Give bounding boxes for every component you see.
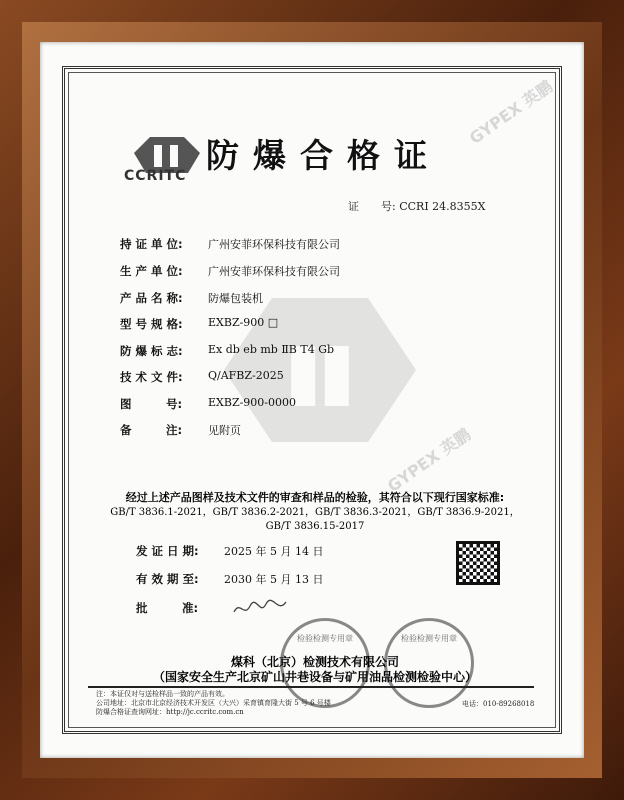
issuing-organization [90, 655, 540, 685]
field-label: 型 号 规 格: [120, 317, 183, 331]
cert-no-value: CCRI 24.8355X [399, 200, 486, 213]
certificate-title: 防爆合格证 [206, 136, 441, 175]
org-subname: （国家安全生产北京矿山井巷设备与矿用油品检测检验中心） [152, 670, 477, 684]
field-row [120, 236, 340, 252]
footer-notes [96, 690, 331, 717]
field-label: 备 注: [120, 423, 183, 437]
field-value: Q/AFBZ-2025 [208, 369, 284, 382]
field-row [120, 316, 278, 332]
field-label: 防 爆 标 志: [120, 344, 183, 358]
note-line: 注：本证仅对与送检样品一致的产品有效。 [96, 690, 229, 698]
field-value: 广州安菲环保科技有限公司 [208, 238, 340, 251]
date-label: 有 效 期 至: [136, 572, 199, 586]
date-label: 批 准: [136, 601, 199, 615]
certificate-number [348, 198, 486, 214]
date-label: 发 证 日 期: [136, 544, 199, 558]
qr-code[interactable] [456, 541, 500, 585]
field-value: EXBZ-900 □ [208, 316, 279, 329]
date-value: 2030 年 5 月 13 日 [224, 573, 324, 586]
field-value: EXBZ-900-0000 [208, 396, 297, 409]
date-row [136, 571, 323, 587]
date-row [136, 543, 323, 559]
field-value: 见附页 [208, 424, 241, 437]
field-value: 防爆包装机 [208, 292, 263, 305]
divider [88, 686, 534, 688]
standards-line: GB/T 3836.15-2017 [265, 521, 365, 532]
logo-text: CCRITC [124, 168, 187, 184]
field-row [120, 290, 263, 306]
field-label: 产 品 名 称: [120, 291, 183, 305]
field-value: 广州安菲环保科技有限公司 [208, 265, 340, 278]
query-url[interactable]: 防爆合格证查询网址：http://jc.ccritc.com.cn [96, 708, 244, 716]
approval-signature [230, 596, 290, 620]
date-value: 2025 年 5 月 14 日 [224, 545, 324, 558]
field-row [120, 422, 241, 438]
field-row [120, 369, 284, 385]
field-label: 图 号: [120, 397, 183, 411]
field-row [120, 396, 296, 412]
seal-caption: 检验检测专用章 [297, 634, 353, 643]
seal-caption: 检验检测专用章 [401, 634, 457, 643]
watermark: GYPEX 英鹏 [465, 76, 557, 148]
watermark: GYPEX 英鹏 [383, 424, 475, 496]
standards-list [90, 506, 540, 534]
field-value: Ex db eb mb ⅡB T4 Gb [208, 343, 335, 356]
field-label: 持 证 单 位: [120, 237, 183, 251]
phone: 电话：010-89268018 [462, 700, 535, 708]
standards-line: GB/T 3836.1-2021，GB/T 3836.2-2021，GB/T 3836.3-2021，GB/T 3836.9-2021， [110, 507, 520, 518]
cert-no-label: 证 号: [348, 200, 396, 213]
field-label: 技 术 文 件: [120, 370, 183, 384]
org-name: 煤科（北京）检测技术有限公司 [230, 655, 399, 669]
field-row [120, 343, 334, 359]
conformity-statement: 经过上述产品图样及技术文件的审查和样品的检验，其符合以下现行国家标准: [125, 491, 505, 504]
date-row [136, 600, 224, 616]
field-label: 生 产 单 位: [120, 264, 183, 278]
address-line: 公司地址：北京市北京经济技术开发区（大兴）采育镇育隆大街 5 号 6 号楼 [96, 699, 331, 707]
field-row [120, 263, 340, 279]
